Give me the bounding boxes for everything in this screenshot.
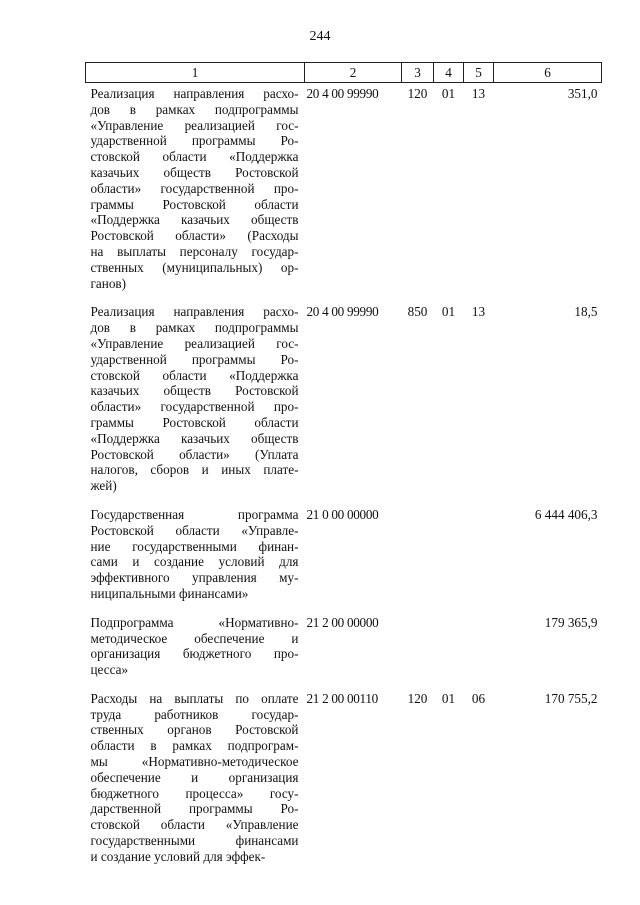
row-expense-type-cell — [402, 504, 434, 602]
row-target-article-cell: 21 2 00 00000 — [306, 614, 379, 630]
spacer-cell — [464, 678, 494, 688]
row-subsection-cell — [464, 612, 494, 678]
spacer-cell — [305, 602, 402, 612]
row-amount-cell: 6 444 406,3 — [534, 506, 598, 522]
row-name-line: стовской области «Поддержка — [90, 367, 299, 383]
spacer-cell — [494, 494, 602, 504]
spacer-cell — [494, 602, 602, 612]
row-target-article-cell: 21 0 00 00000 — [306, 506, 379, 522]
row-section-cell: 01 — [441, 304, 456, 320]
header-col-5: 5 — [464, 63, 494, 83]
row-name-line: эффективного управления му- — [90, 570, 299, 586]
row-name-line: «Поддержка казачьих обществ — [90, 212, 299, 228]
spacer-cell — [402, 678, 434, 688]
row-spacer — [86, 494, 602, 504]
spacer-cell — [494, 291, 602, 301]
row-name-line: ниципальными финансами» — [90, 585, 249, 601]
row-name-cell — [86, 688, 305, 865]
row-name-line: и создание условий для эффек- — [90, 848, 266, 864]
row-name-line: ударственной программы Ро- — [90, 351, 299, 367]
row-name-line: ние государственными финан- — [90, 538, 299, 554]
row-name-line: на выплаты персоналу государ- — [90, 243, 299, 259]
table-row — [86, 83, 602, 292]
row-name-line: Расходы на выплаты по оплате — [90, 690, 299, 706]
spacer-cell — [305, 678, 402, 688]
row-name-line: казачьих обществ Ростовской — [90, 383, 299, 399]
row-name-line: граммы Ростовской области — [90, 414, 299, 430]
row-name-line: ганов) — [90, 275, 127, 291]
row-name-line: ственных (муниципальных) ор- — [90, 259, 299, 275]
row-expense-type-cell — [402, 612, 434, 678]
row-subsection-cell: 13 — [471, 304, 486, 320]
spacer-cell — [305, 291, 402, 301]
row-name-cell — [86, 301, 305, 494]
table-row — [86, 688, 602, 865]
row-name-line: Реализация направления расхо- — [90, 86, 299, 101]
spacer-cell — [402, 494, 434, 504]
spacer-cell — [86, 602, 305, 612]
row-amount-cell: 170 755,2 — [544, 690, 598, 706]
spacer-cell — [464, 494, 494, 504]
row-name-line: стовской области «Управление — [90, 817, 299, 833]
row-name-line: области в рамках подпрограм- — [90, 738, 299, 754]
row-section-cell — [434, 504, 464, 602]
row-section-cell: 01 — [441, 86, 456, 101]
table-row — [86, 612, 602, 678]
spacer-cell — [434, 291, 464, 301]
row-name-line: налогов, сборов и иных плате- — [90, 462, 299, 478]
row-name-line: Подпрограмма «Нормативно- — [90, 614, 299, 630]
header-col-6: 6 — [494, 63, 602, 83]
row-subsection-cell — [464, 504, 494, 602]
row-name-line: Ростовской области» (Расходы — [90, 228, 299, 244]
table-row — [86, 301, 602, 494]
row-subsection-cell: 13 — [471, 86, 486, 101]
spacer-cell — [86, 494, 305, 504]
row-expense-type-cell: 850 — [407, 304, 428, 320]
row-spacer — [86, 602, 602, 612]
row-spacer — [86, 678, 602, 688]
row-name-line: дарственной программы Ро- — [90, 801, 299, 817]
row-name-line: ударственной программы Ро- — [90, 133, 299, 149]
spacer-cell — [402, 602, 434, 612]
row-target-article-cell: 20 4 00 99990 — [306, 304, 379, 320]
spacer-cell — [434, 678, 464, 688]
row-name-cell — [86, 83, 305, 292]
row-name-line: сами и создание условий для — [90, 554, 299, 570]
row-section-cell — [434, 612, 464, 678]
row-name-line: жей) — [90, 478, 117, 494]
row-name-line: труда работников государ- — [90, 706, 299, 722]
spacer-cell — [464, 602, 494, 612]
row-name-line: Реализация направления расхо- — [90, 304, 299, 320]
row-amount-cell: 18,5 — [574, 304, 598, 320]
budget-table — [85, 62, 602, 865]
row-name-line: государственными финансами — [90, 833, 299, 849]
row-name-line: обеспечение и организация — [90, 769, 299, 785]
spacer-cell — [434, 602, 464, 612]
table-header-row — [86, 63, 602, 83]
spacer-cell — [305, 494, 402, 504]
table-row — [86, 504, 602, 602]
table-body — [86, 83, 602, 865]
spacer-cell — [86, 678, 305, 688]
spacer-cell — [402, 291, 434, 301]
row-name-line: мы «Нормативно-методическое — [90, 754, 299, 770]
row-name-line: цесса» — [90, 662, 129, 678]
row-spacer — [86, 291, 602, 301]
header-col-3: 3 — [402, 63, 434, 83]
row-expense-type-cell: 120 — [407, 86, 428, 101]
row-name-line: граммы Ростовской области — [90, 196, 299, 212]
row-name-line: «Управление реализацией гос- — [90, 335, 299, 351]
spacer-cell — [494, 678, 602, 688]
row-expense-type-cell: 120 — [407, 690, 428, 706]
row-name-cell — [86, 612, 305, 678]
header-col-2: 2 — [305, 63, 402, 83]
row-subsection-cell: 06 — [471, 690, 486, 706]
spacer-cell — [86, 291, 305, 301]
row-name-line: «Управление реализацией гос- — [90, 117, 299, 133]
row-name-line: области» государственной про- — [90, 180, 299, 196]
row-name-line: «Поддержка казачьих обществ — [90, 430, 299, 446]
spacer-cell — [464, 291, 494, 301]
row-amount-cell: 179 365,9 — [544, 614, 598, 630]
row-name-line: дов в рамках подпрограммы — [90, 101, 299, 117]
row-name-line: бюджетного процесса» госу- — [90, 785, 299, 801]
row-target-article-cell: 21 2 00 00110 — [306, 690, 378, 706]
row-name-line: Ростовской области» (Уплата — [90, 446, 299, 462]
header-col-4: 4 — [434, 63, 464, 83]
row-name-line: Государственная программа — [90, 506, 299, 522]
row-name-line: дов в рамках подпрограммы — [90, 320, 299, 336]
row-target-article-cell: 20 4 00 99990 — [306, 86, 379, 101]
page-number: 244 — [309, 29, 331, 44]
row-amount-cell: 351,0 — [567, 86, 598, 101]
row-name-line: Ростовской области «Управле- — [90, 522, 299, 538]
row-name-line: методическое обеспечение и — [90, 630, 299, 646]
row-name-line: организация бюджетного про- — [90, 646, 299, 662]
row-name-line: области» государственной про- — [90, 399, 299, 415]
row-section-cell: 01 — [441, 690, 456, 706]
spacer-cell — [434, 494, 464, 504]
row-name-cell — [86, 504, 305, 602]
row-name-line: стовской области «Поддержка — [90, 149, 299, 165]
header-col-1: 1 — [86, 63, 305, 83]
row-name-line: казачьих обществ Ростовской — [90, 164, 299, 180]
row-name-line: ственных органов Ростовской — [90, 722, 299, 738]
